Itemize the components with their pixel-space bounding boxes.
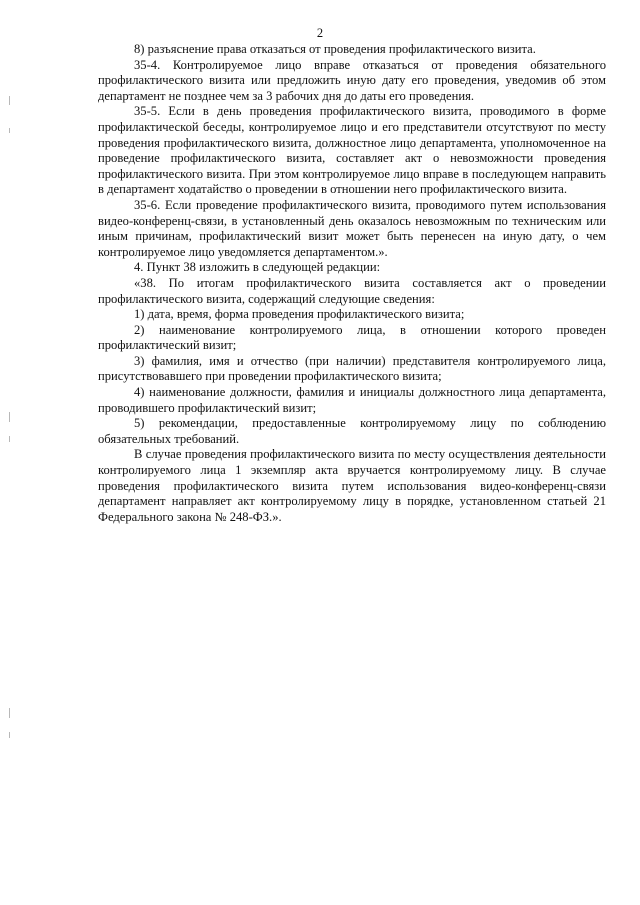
paragraph-item-8: 8) разъяснение права отказаться от проведения профилактического визита. [134,42,536,56]
list-item-4: 4) наименование должности, фамилия и инициалы должностного лица департамента, проводившего профилактический визит; [98,385,606,415]
paragraph-38: «38. По итогам профилактического визита составляется акт о проведении профилактического визита, содержащий следующие сведения: [98,275,606,306]
scan-artifact [9,128,10,133]
list-item-3: 3) фамилия, имя и отчество (при наличии) представителя контролируемого лица, присутствовавшего при проведении профилактического визита; [98,353,606,384]
list-item-2: 2) наименование контролируемого лица, в отношении которого проведен профилактический визит; [98,322,606,353]
scan-artifact [9,96,10,105]
paragraph-35-5: 35-5. Если в день проведения профилактического визита, проводимого в форме профилактической беседы, контролируемое лицо и его представители отсутствуют по месту проведения профилактического визита, должностное лицо департамента, уполномоченное на проведение профилактического визита, составляет акт о невозможности проведения профилактического визита. При этом контролируемое лицо вправе в последующем направить в департамент ходатайство о проведении в отношении него профилактического визита. [98,104,606,197]
document-body [98,42,606,525]
scan-artifact [9,412,10,422]
scan-artifact [9,708,10,718]
list-item-5: 5) рекомендации, предоставленные контролируемому лицу по соблюдению обязательных требований. [98,416,606,446]
scan-artifact [9,436,10,442]
paragraph-amendment-4: 4. Пункт 38 изложить в следующей редакции: [134,260,381,275]
paragraph-35-6: 35-6. Если проведение профилактического визита, проводимого путем использования видео-конференц-связи, в установленный день оказалось невозможным по техническим или иным причинам, профилактический визит может быть перенесен на иную дату, о чем контролируемое лицо уведомляется департаментом.». [98,197,606,259]
page-number: 2 [316,26,324,40]
scan-artifact [9,732,10,738]
list-item-1: 1) дата, время, форма проведения профилактического визита; [134,307,465,322]
paragraph-35-4: 35-4. Контролируемое лицо вправе отказаться от проведения обязательного профилактического визита или предложить иную дату его проведения, уведомив об этом департамент не позднее чем за 3 рабочих дня до даты его проведения. [98,57,606,103]
paragraph-closing: В случае проведения профилактического визита по месту осуществления деятельности контролируемого лица 1 экземпляр акта вручается контролируемому лицу. В случае проведения профилактического визита путем использования видео-конференц-связи департамент направляет акт контролируемому лицу в порядке, установленном статьей 21 Федерального закона № 248-ФЗ.». [98,447,606,524]
